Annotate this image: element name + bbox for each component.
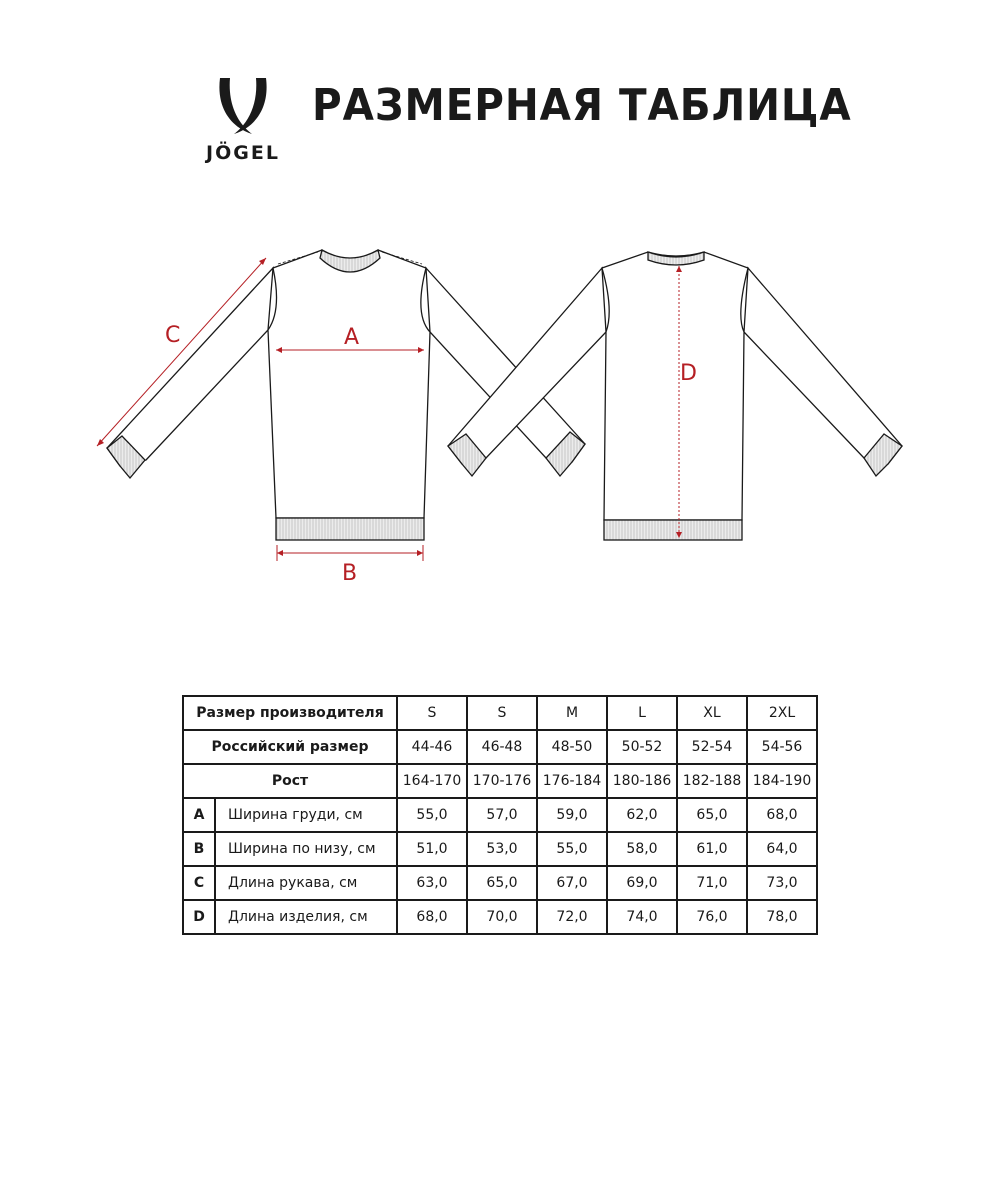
- page-title: РАЗМЕРНАЯ ТАБЛИЦА: [312, 80, 852, 131]
- table-row: [183, 900, 817, 934]
- table-cell: 69,0: [607, 866, 677, 900]
- table-cell: 67,0: [537, 866, 607, 900]
- measurement-label: Длина изделия, см: [215, 900, 397, 934]
- table-cell: 58,0: [607, 832, 677, 866]
- table-cell: 76,0: [677, 900, 747, 934]
- dimension-label-d: D: [680, 361, 697, 386]
- brand-mark-icon: [188, 70, 298, 140]
- front-hem: [276, 518, 424, 540]
- table-cell: 46-48: [467, 730, 537, 764]
- table-cell: 78,0: [747, 900, 817, 934]
- row-label: Рост: [183, 764, 397, 798]
- back-hem: [604, 520, 742, 540]
- dimension-label-a: A: [344, 325, 360, 350]
- table-cell: 68,0: [747, 798, 817, 832]
- table-cell: 50-52: [607, 730, 677, 764]
- table-cell: 164-170: [397, 764, 467, 798]
- table-cell: 65,0: [677, 798, 747, 832]
- table-cell: 57,0: [467, 798, 537, 832]
- measurement-letter: A: [183, 798, 215, 832]
- table-cell: 51,0: [397, 832, 467, 866]
- back-right-sleeve: [744, 268, 902, 464]
- table-cell: 180-186: [607, 764, 677, 798]
- table-cell: 48-50: [537, 730, 607, 764]
- table-cell: 63,0: [397, 866, 467, 900]
- back-body: [602, 252, 748, 520]
- table-cell: 54-56: [747, 730, 817, 764]
- row-label: Размер производителя: [183, 696, 397, 730]
- table-row: [183, 730, 817, 764]
- measurement-label: Ширина груди, см: [215, 798, 397, 832]
- table-cell: L: [607, 696, 677, 730]
- table-row: [183, 832, 817, 866]
- table-cell: 59,0: [537, 798, 607, 832]
- table-cell: XL: [677, 696, 747, 730]
- measurement-letter: B: [183, 832, 215, 866]
- front-body: [268, 250, 430, 518]
- table-cell: 61,0: [677, 832, 747, 866]
- back-view: [448, 252, 902, 540]
- table-cell: 71,0: [677, 866, 747, 900]
- table-cell: 44-46: [397, 730, 467, 764]
- table-cell: 62,0: [607, 798, 677, 832]
- measurement-letter: D: [183, 900, 215, 934]
- table-cell: S: [397, 696, 467, 730]
- table-cell: 73,0: [747, 866, 817, 900]
- table-cell: 2XL: [747, 696, 817, 730]
- front-left-sleeve: [107, 268, 273, 466]
- table-cell: 64,0: [747, 832, 817, 866]
- dimension-label-c: C: [165, 323, 181, 348]
- table-cell: 53,0: [467, 832, 537, 866]
- table-cell: 176-184: [537, 764, 607, 798]
- table-cell: 182-188: [677, 764, 747, 798]
- measurement-label: Ширина по низу, см: [215, 832, 397, 866]
- table-cell: 55,0: [397, 798, 467, 832]
- row-label: Российский размер: [183, 730, 397, 764]
- back-collar: [648, 252, 704, 265]
- table-cell: S: [467, 696, 537, 730]
- table-cell: 70,0: [467, 900, 537, 934]
- table-row: [183, 798, 817, 832]
- table-cell: M: [537, 696, 607, 730]
- table-cell: 55,0: [537, 832, 607, 866]
- table-row: [183, 764, 817, 798]
- table-row: [183, 696, 817, 730]
- table-cell: 68,0: [397, 900, 467, 934]
- table-cell: 65,0: [467, 866, 537, 900]
- garment-diagram: [0, 220, 1000, 600]
- dimension-label-b: B: [342, 561, 358, 586]
- table-cell: 72,0: [537, 900, 607, 934]
- measurement-label: Длина рукава, см: [215, 866, 397, 900]
- table-cell: 74,0: [607, 900, 677, 934]
- brand-logo-text: JÖGEL: [206, 142, 280, 164]
- brand-logo: [188, 70, 298, 170]
- size-table: [182, 695, 818, 935]
- table-cell: 184-190: [747, 764, 817, 798]
- table-row: [183, 866, 817, 900]
- table-cell: 52-54: [677, 730, 747, 764]
- measurement-letter: C: [183, 866, 215, 900]
- table-cell: 170-176: [467, 764, 537, 798]
